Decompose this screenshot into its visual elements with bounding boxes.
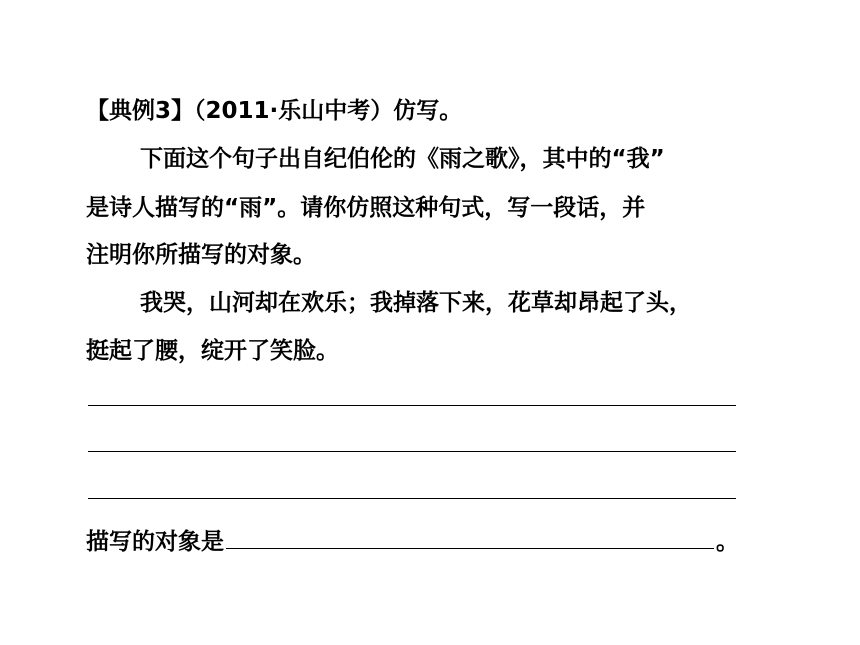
answer-blank-line-2[interactable] [88,451,736,452]
problem-heading: 【典例3】（2011·乐山中考）仿写。 [86,98,463,124]
target-blank[interactable] [226,548,714,549]
example-line-1: 我哭，山河却在欢乐；我掉落下来，花草却昂起了头， [140,290,692,316]
target-row [86,522,739,556]
example-line-2: 挺起了腰，绽开了笑脸。 [86,338,339,364]
answer-blank-line-3[interactable] [88,498,736,499]
instruction-line-2: 是诗人描写的“雨”。请你仿照这种句式，写一段话，并 [86,195,646,221]
instruction-line-1: 下面这个句子出自纪伯伦的《雨之歌》，其中的“我” [140,146,665,172]
instruction-line-3: 注明你所描写的对象。 [86,242,316,268]
answer-blank-line-1[interactable] [88,405,736,406]
target-label: 描写的对象是 [86,529,224,555]
target-end-mark: 。 [716,529,739,555]
